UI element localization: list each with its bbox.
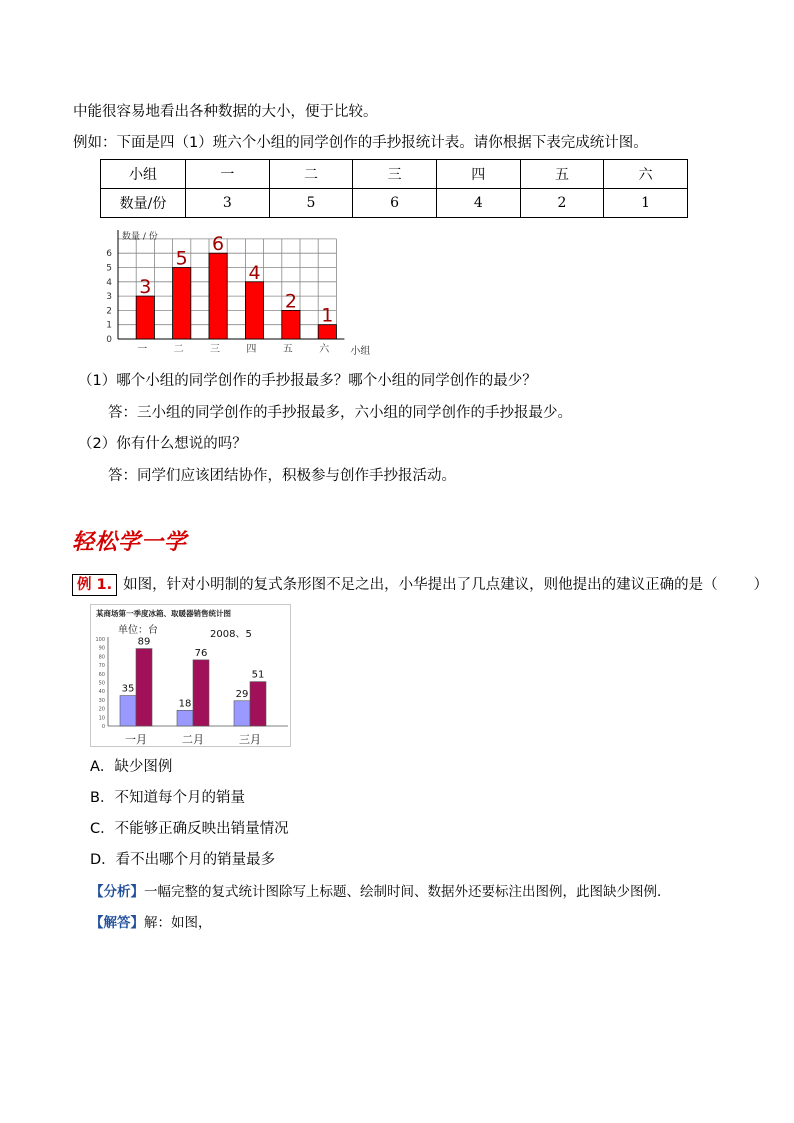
bar-data-label: 89	[137, 636, 151, 648]
answer-2: 答：同学们应该团结协作，积极参与创作手抄报活动。	[108, 468, 456, 484]
bar-data-label: 1	[321, 304, 334, 327]
y-axis-label: 数量 / 份	[122, 232, 158, 242]
bar	[136, 296, 154, 339]
table-cell: 四	[436, 160, 520, 189]
table-cell: 二	[269, 160, 353, 189]
y-tick-label: 3	[106, 292, 112, 303]
bar	[177, 710, 193, 726]
table-data-row	[101, 189, 688, 218]
example-label: 例 1.	[72, 574, 117, 596]
bar	[136, 649, 152, 726]
analysis-tag: 【分析】	[90, 884, 144, 900]
y-tick-label: 90	[98, 645, 105, 652]
x-tick-label: 一	[137, 344, 148, 355]
table-cell: 2	[520, 189, 604, 218]
bar	[193, 660, 209, 726]
question-2: （2）你有什么想说的吗？	[78, 436, 247, 452]
y-tick-label: 6	[106, 249, 112, 260]
y-tick-label: 0	[101, 724, 105, 730]
bar	[318, 325, 336, 339]
intro-line: 中能很容易地看出各种数据的大小，便于比较。	[73, 104, 378, 120]
bar-data-label: 6	[212, 233, 225, 256]
x-axis-label: 小组	[350, 346, 371, 357]
chart-title: 某商场第一季度冰箱、取暖器销售统计图	[96, 609, 231, 618]
bar-data-label: 51	[251, 669, 265, 681]
bar-data-label: 35	[121, 683, 135, 695]
stats-table	[100, 159, 688, 218]
y-tick-label: 5	[106, 263, 112, 274]
answer-line	[90, 913, 212, 933]
chart-date: 2008、5	[210, 629, 252, 640]
y-tick-label: 0	[106, 335, 112, 345]
bar-data-label: 76	[194, 647, 208, 659]
option-a: A．缺少图例	[90, 759, 173, 775]
bar-data-label: 4	[248, 261, 261, 284]
group-bar-chart	[100, 226, 380, 360]
y-tick-label: 60	[98, 671, 105, 678]
y-tick-label: 30	[98, 697, 105, 704]
table-cell: 数量/份	[101, 189, 186, 218]
table-cell: 五	[520, 160, 604, 189]
x-tick-label: 三	[210, 344, 220, 355]
bar	[120, 696, 136, 726]
x-tick-label: 三月	[239, 733, 261, 746]
option-b: B．不知道每个月的销量	[90, 790, 245, 806]
y-tick-label: 80	[98, 654, 105, 661]
bar-data-label: 29	[235, 688, 249, 700]
chart-unit: 单位：台	[118, 625, 158, 636]
y-tick-label: 50	[98, 680, 105, 687]
y-tick-label: 2	[106, 306, 112, 317]
x-tick-label: 五	[282, 344, 293, 355]
section-title: 轻松学一学	[72, 529, 188, 555]
x-tick-label: 四	[246, 344, 257, 355]
bar	[173, 268, 191, 340]
answer-tag: 【解答】	[90, 915, 144, 931]
bar	[234, 701, 250, 726]
table-cell: 三	[353, 160, 437, 189]
option-d: D．看不出哪个月的销量最多	[90, 852, 276, 868]
bar	[209, 253, 227, 339]
y-tick-label: 10	[98, 715, 105, 722]
table-cell: 1	[604, 189, 688, 218]
bar-data-label: 2	[284, 290, 297, 313]
table-cell: 5	[269, 189, 353, 218]
bar-data-label: 5	[175, 247, 188, 270]
question-1: （1）哪个小组的同学创作的手抄报最多？哪个小组的同学创作的最少？	[78, 373, 537, 389]
y-tick-label: 70	[98, 663, 105, 670]
table-cell: 3	[186, 189, 270, 218]
y-tick-label: 100	[95, 637, 105, 643]
table-cell: 一	[186, 160, 270, 189]
table-header-row	[101, 160, 688, 189]
y-tick-label: 1	[106, 320, 112, 331]
x-tick-label: 二月	[182, 733, 204, 746]
table-cell: 六	[604, 160, 688, 189]
example1-text: 如图，针对小明制的复式条形图不足之出，小华提出了几点建议，则他提出的建议正确的是（	[123, 577, 718, 593]
x-tick-label: 六	[319, 344, 330, 355]
answer-1: 答：三小组的同学创作的手抄报最多，六小组的同学创作的手抄报最少。	[108, 405, 572, 421]
y-tick-label: 40	[98, 689, 105, 696]
x-tick-label: 一月	[125, 733, 147, 746]
example-intro: 例如：下面是四（1）班六个小组的同学创作的手抄报统计表。请你根据下表完成统计图。	[73, 135, 648, 151]
x-tick-label: 二	[173, 344, 184, 355]
option-c: C．不能够正确反映出销量情况	[90, 821, 289, 837]
table-cell: 4	[436, 189, 520, 218]
sales-bar-chart	[90, 604, 294, 750]
analysis-line	[90, 882, 671, 902]
bar-data-label: 3	[139, 276, 152, 299]
y-tick-label: 4	[106, 277, 112, 288]
analysis-text: 一幅完整的复式统计图除写上标题、绘制时间、数据外还要标注出图例，此图缺少图例．	[144, 884, 671, 900]
example1-paren-close: ）	[753, 577, 769, 593]
bar	[245, 282, 263, 339]
answer-text: 解：如图，	[144, 915, 212, 931]
bar	[250, 682, 266, 726]
example1-question	[72, 574, 768, 596]
bar	[282, 310, 300, 339]
y-tick-label: 20	[98, 706, 105, 713]
table-cell: 6	[353, 189, 437, 218]
table-cell: 小组	[101, 160, 186, 189]
bar-data-label: 18	[178, 698, 192, 710]
